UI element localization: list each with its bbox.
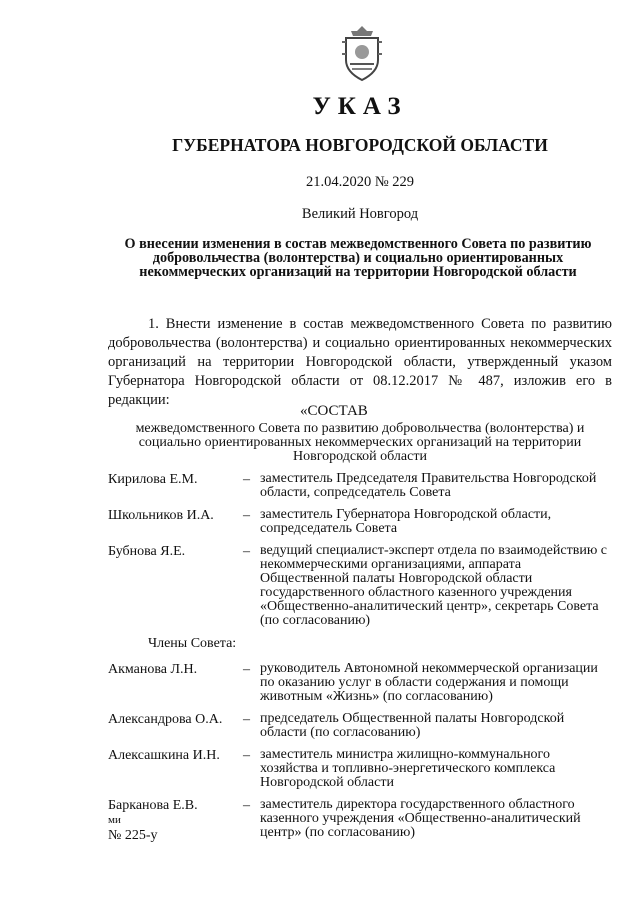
member-name: Алексашкина И.Н. — [108, 748, 220, 763]
dash: – — [243, 544, 250, 559]
footer-initials: ми — [108, 814, 121, 826]
dash: – — [243, 712, 250, 727]
footer-doc-number: № 225-у — [108, 828, 158, 843]
member-row — [108, 472, 620, 500]
member-row — [108, 508, 620, 536]
coat-of-arms-icon — [340, 24, 384, 82]
sostav-description: межведомственного Совета по развитию добровольчества (волонтерства) и социально ориентированных некоммерческих организаций на территории Новгородской области — [135, 421, 585, 464]
member-role: руководитель Автономной некоммерческой организации по оказанию услуг в области содержания и помощи животным «Жизнь» (по согласованию) — [260, 661, 598, 704]
member-name: Школьников И.А. — [108, 508, 214, 523]
member-name: Акманова Л.Н. — [108, 662, 198, 677]
date-number: 21.04.2020 № 229 — [305, 174, 415, 190]
member-row — [108, 544, 620, 628]
sostav-heading: «СОСТАВ — [300, 403, 368, 419]
member-row — [108, 748, 620, 790]
member-role: заместитель министра жилищно-коммунального хозяйства и топливно-энергетического комплекса Новгородской области — [260, 747, 556, 790]
dash: – — [243, 748, 250, 763]
member-row — [108, 712, 620, 740]
subject-heading: О внесении изменения в состав межведомственного Совета по развитию добровольчества (волонтерства) и социально ориентированных некоммерческих организаций на территории Новгородской области — [124, 236, 592, 280]
document-footer — [108, 812, 158, 844]
dash: – — [243, 798, 250, 813]
member-row — [108, 798, 620, 840]
member-name: Кирилова Е.М. — [108, 472, 198, 487]
member-role: заместитель директора государственного областного казенного учреждения «Общественно-аналитический центр» (по согласованию) — [260, 797, 581, 840]
dash: – — [243, 508, 250, 523]
city: Великий Новгород — [301, 206, 419, 222]
member-name: Бубнова Я.Е. — [108, 544, 186, 559]
dash: – — [243, 662, 250, 677]
document-issuer: ГУБЕРНАТОРА НОВГОРОДСКОЙ ОБЛАСТИ — [172, 135, 548, 155]
dash: – — [243, 472, 250, 487]
member-name: Барканова Е.В. — [108, 798, 198, 813]
member-role: заместитель Председателя Правительства Новгородской области, сопредседатель Совета — [260, 471, 597, 500]
council-composition — [108, 472, 620, 840]
members-label: Члены Совета: — [148, 636, 237, 651]
document-title: УКАЗ — [312, 93, 408, 120]
body-paragraph: 1. Внести изменение в состав межведомственного Совета по развитию добровольчества (волонтерства) и социально ориентированных некоммерческих организаций на территории Новгородской области, утвержденный указом Губернатора Новгородской области от 08.12.2017 № 487, изложив его в редакции: — [108, 316, 612, 408]
member-role: заместитель Губернатора Новгородской области, сопредседатель Совета — [260, 507, 552, 536]
member-name: Александрова О.А. — [108, 712, 223, 727]
member-role: председатель Общественной палаты Новгородской области (по согласованию) — [260, 711, 565, 740]
member-role: ведущий специалист-эксперт отдела по взаимодействию с некоммерческими организациями, аппарата Общественной палаты Новгородской области государственного областного казенного учреждения «Общественно-аналитический центр», секретарь Совета (по согласованию) — [260, 543, 607, 628]
member-row — [108, 662, 620, 704]
